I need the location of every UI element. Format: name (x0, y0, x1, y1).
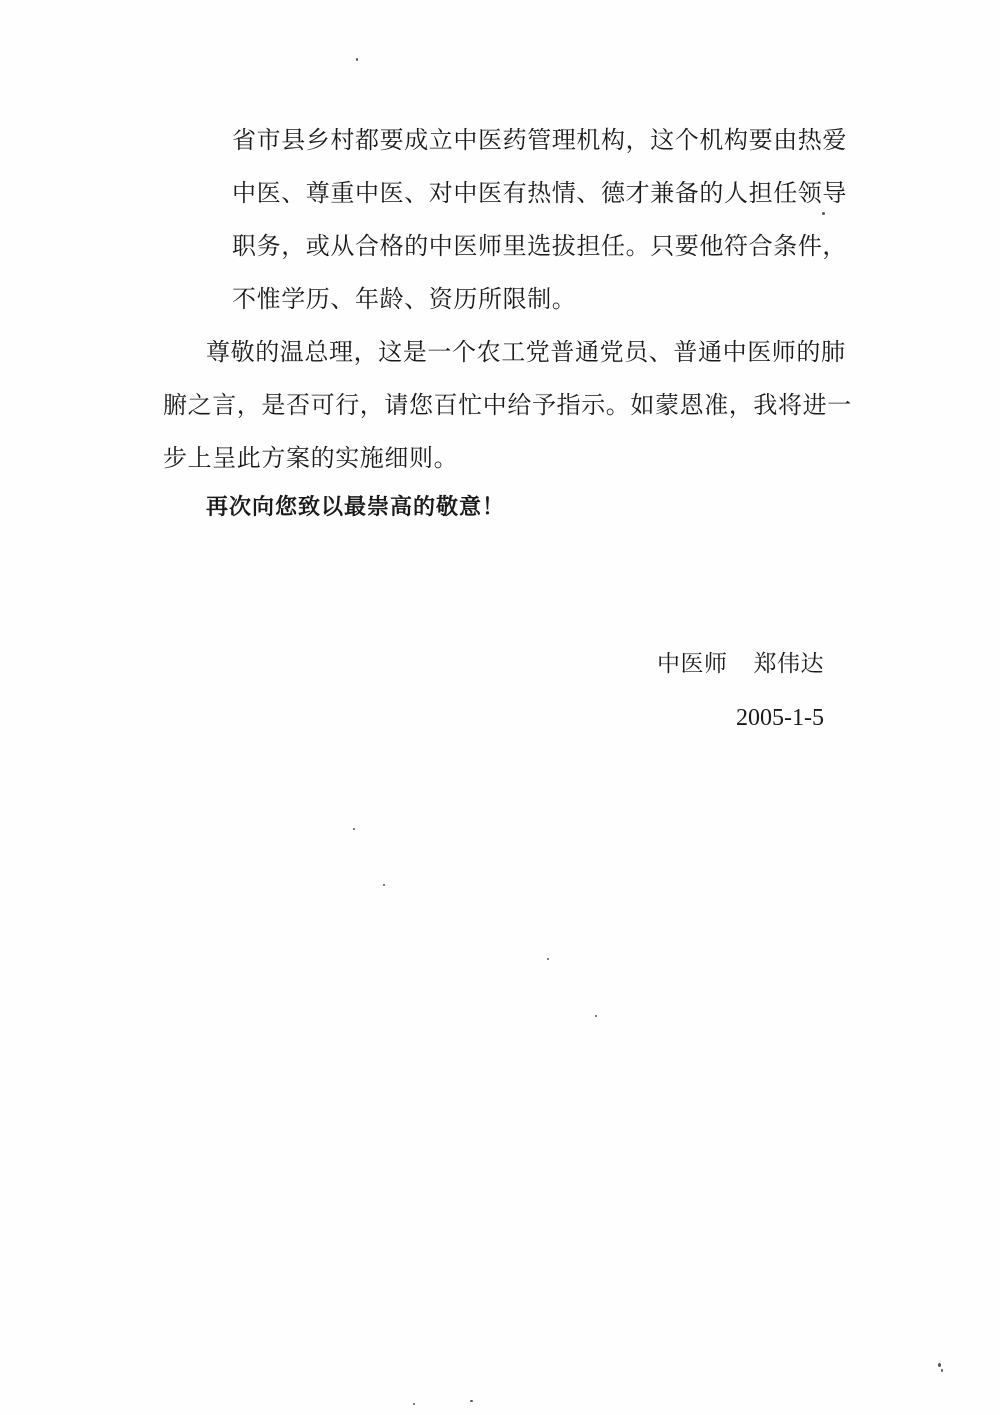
scan-speck (547, 958, 549, 960)
paragraph-line-4: 不惟学历、年龄、资历所限制。 (232, 285, 577, 313)
scan-speck (356, 58, 358, 61)
scan-speck (470, 1400, 473, 1402)
scan-speck (383, 884, 385, 886)
scan-speck (941, 1369, 943, 1372)
signature-name: 郑伟达 (753, 651, 824, 677)
scan-speck (353, 828, 355, 830)
paragraph-line-1: 省市县乡村都要成立中医药管理机构，这个机构要由热爱 (232, 126, 847, 154)
appeal-line-1: 尊敬的温总理，这是一个农工党普通党员、普通中医师的肺 (206, 338, 846, 366)
paragraph-line-2: 中医、尊重中医、对中医有热情、德才兼备的人担任领导 (232, 179, 847, 207)
appeal-line-2: 腑之言，是否可行，请您百忙中给予指示。如蒙恩准，我将进一 (163, 391, 852, 419)
scan-speck (822, 212, 825, 215)
signature-block (657, 649, 824, 679)
appeal-line-3: 步上呈此方案的实施细则。 (163, 444, 459, 472)
scan-speck (938, 1363, 941, 1367)
scan-speck (413, 1403, 415, 1405)
scan-speck (595, 1015, 597, 1017)
closing-salutation: 再次向您致以最崇高的敬意！ (206, 495, 506, 520)
signature-title: 中医师 (657, 651, 728, 677)
letter-date: 2005-1-5 (736, 705, 824, 731)
paragraph-line-3: 职务，或从合格的中医师里选拔担任。只要他符合条件， (232, 232, 847, 260)
